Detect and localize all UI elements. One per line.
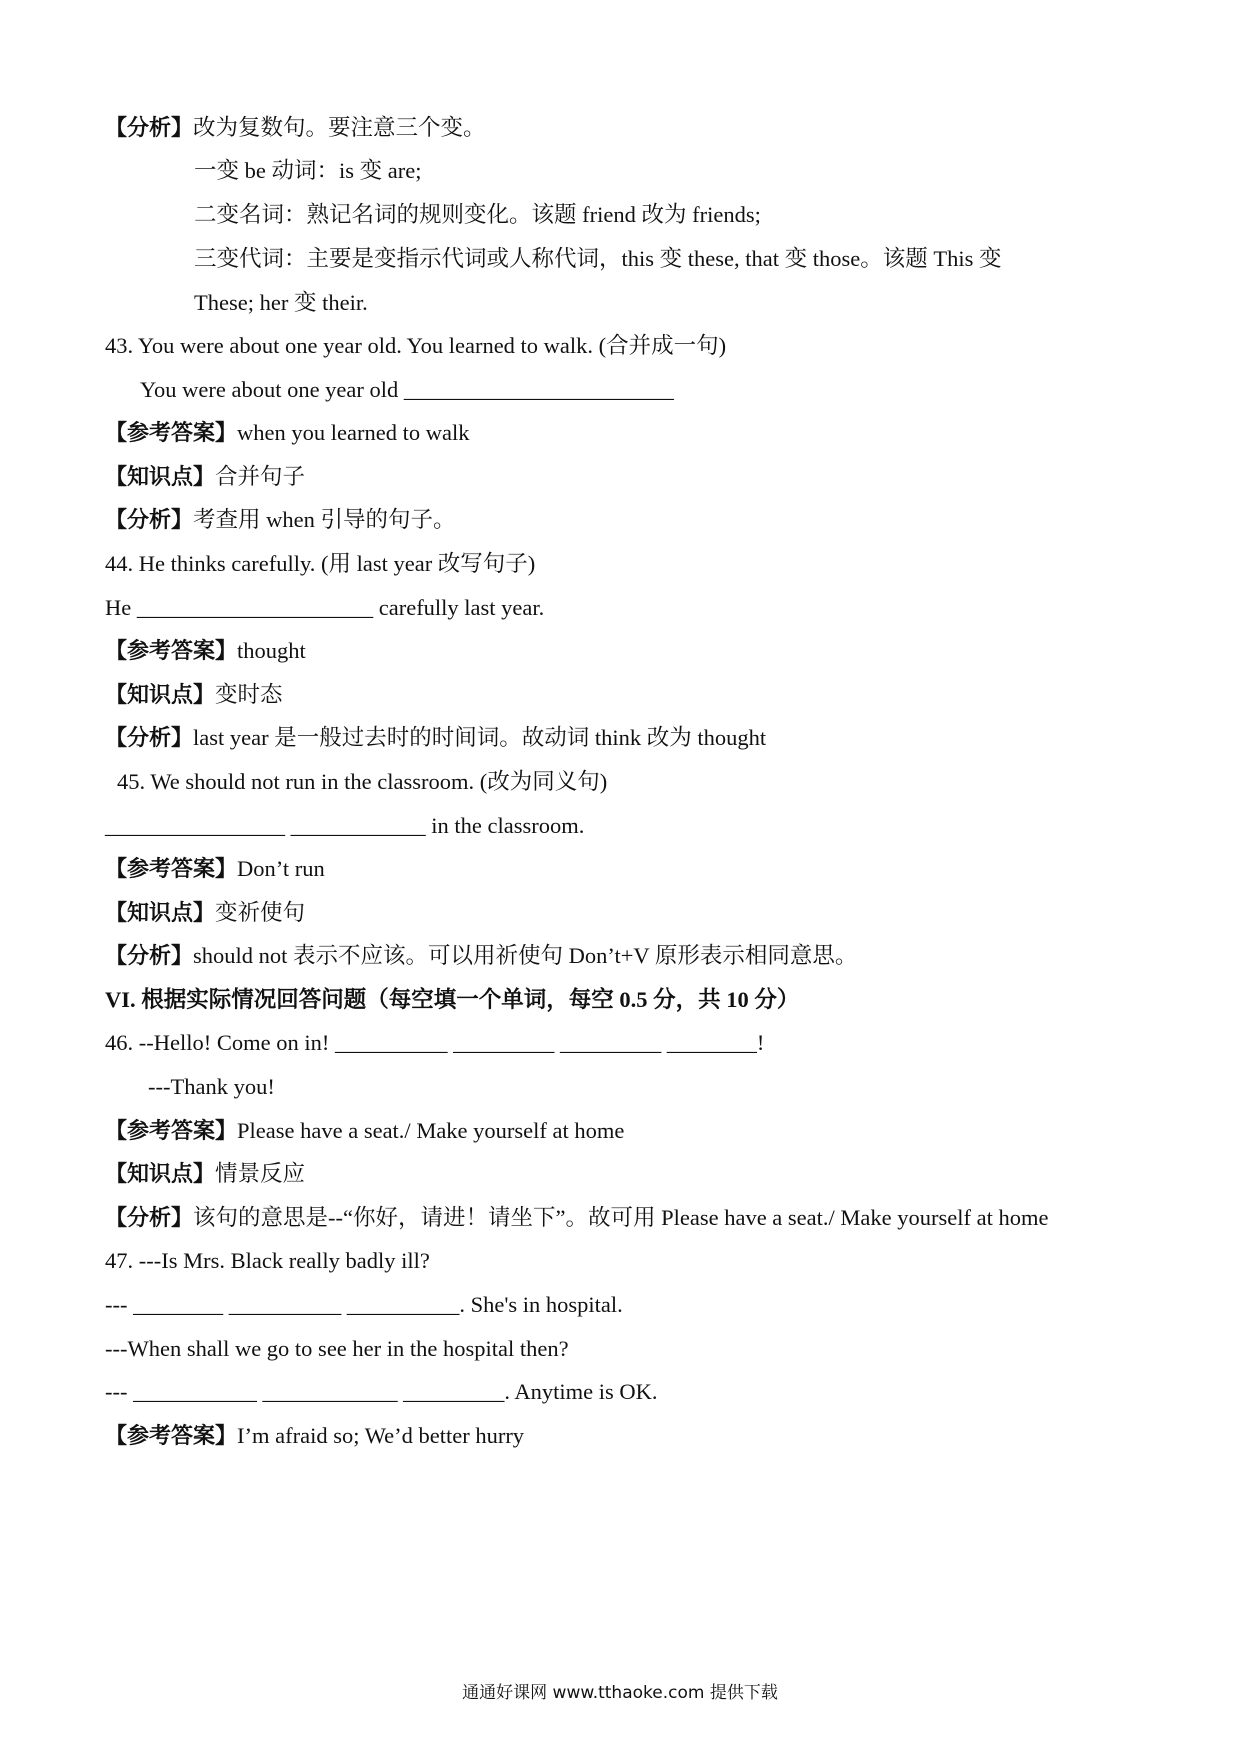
line-text: Please have a seat./ Make yourself at home: [237, 1118, 625, 1143]
line-text: when you learned to walk: [237, 420, 470, 445]
line-text: 变时态: [215, 682, 283, 707]
label-tag: 【知识点】: [105, 465, 216, 490]
line-text: VI. 根据实际情况回答问题（每空填一个单词，每空 0.5 分，共 10 分）: [105, 987, 800, 1012]
label-tag: 【参考答案】: [105, 639, 238, 664]
line-text: --- ___________ ____________ _________. Anytime is OK.: [105, 1379, 658, 1404]
line-text: 二变名词：熟记名词的规则变化。该题 friend 改为 friends;: [194, 202, 761, 227]
answer-line: [105, 1421, 524, 1452]
line-text: 44. He thinks carefully. (用 last year 改写句子): [105, 551, 536, 576]
answer-line: [105, 418, 469, 449]
line-text: 变祈使句: [215, 900, 306, 925]
line-text: 考查用 when 引导的句子。: [193, 507, 456, 532]
dialogue-line: [105, 1290, 623, 1320]
line-text: These; her 变 their.: [194, 290, 368, 315]
label-tag: 【参考答案】: [105, 1424, 238, 1449]
text-line: [194, 156, 421, 186]
line-text: 47. ---Is Mrs. Black really badly ill?: [105, 1248, 430, 1273]
question-line: [105, 331, 726, 361]
question-line: [105, 1028, 764, 1058]
line-text: 该句的意思是--“你好，请进！请坐下”。故可用 Please have a seat./ Make yourself at home: [193, 1205, 1049, 1230]
knowledge-line: [105, 680, 283, 711]
line-text: --- ________ __________ __________. She's in hospital.: [105, 1292, 623, 1317]
blank-line: [140, 375, 674, 405]
line-text: 一变 be 动词：is 变 are;: [194, 158, 422, 183]
text-line: [194, 244, 1001, 274]
knowledge-line: [105, 898, 305, 929]
analysis-line: [105, 723, 766, 754]
analysis-line: [105, 1203, 1048, 1234]
line-text: 43. You were about one year old. You learned to walk. (合并成一句): [105, 333, 727, 358]
analysis-line: [105, 505, 456, 536]
dialogue-line: [105, 1377, 657, 1407]
line-text: I’m afraid so; We’d better hurry: [237, 1423, 525, 1448]
answer-line: [105, 636, 306, 667]
question-line: [105, 1246, 430, 1276]
section-heading: [105, 985, 799, 1015]
line-text: ---When shall we go to see her in the hospital then?: [105, 1336, 569, 1361]
label-tag: 【分析】: [105, 508, 194, 533]
question-line: [117, 767, 607, 797]
answer-line: [105, 854, 325, 885]
label-tag: 【参考答案】: [105, 1119, 238, 1144]
question-line: [105, 549, 535, 579]
line-text: 46. --Hello! Come on in! __________ _________ _________ ________!: [105, 1030, 765, 1055]
line-text: should not 表示不应该。可以用祈使句 Don’t+V 原形表示相同意思。: [193, 943, 858, 968]
analysis-line: [105, 113, 486, 144]
label-tag: 【参考答案】: [105, 421, 238, 446]
answer-line: [105, 1116, 624, 1147]
line-text: 45. We should not run in the classroom. (改为同义句): [117, 769, 608, 794]
label-tag: 【分析】: [105, 726, 194, 751]
line-text: 情景反应: [215, 1161, 306, 1186]
analysis-line: [105, 941, 857, 972]
line-text: 三变代词：主要是变指示代词或人称代词，this 变 these, that 变 those。该题 This 变: [194, 246, 1002, 271]
line-text: Don’t run: [237, 856, 325, 881]
label-tag: 【知识点】: [105, 683, 216, 708]
line-text: 合并句子: [215, 464, 306, 489]
knowledge-line: [105, 462, 305, 493]
knowledge-line: [105, 1159, 305, 1190]
page-footer: 通通好课网 www.tthaoke.com 提供下载: [462, 1683, 778, 1703]
line-text: thought: [237, 638, 306, 663]
line-text: ---Thank you!: [148, 1074, 275, 1099]
dialogue-line: [148, 1072, 275, 1102]
text-line: [194, 288, 368, 318]
label-tag: 【知识点】: [105, 1162, 216, 1187]
line-text: last year 是一般过去时的时间词。故动词 think 改为 thought: [193, 725, 767, 750]
line-text: He _____________________ carefully last year.: [105, 595, 545, 620]
line-text: You were about one year old ________________________: [140, 377, 674, 402]
line-text: ________________ ____________ in the classroom.: [105, 813, 585, 838]
line-text: 改为复数句。要注意三个变。: [193, 115, 486, 140]
blank-line: [105, 593, 544, 623]
dialogue-line: [105, 1334, 569, 1364]
label-tag: 【知识点】: [105, 901, 216, 926]
label-tag: 【分析】: [105, 116, 194, 141]
label-tag: 【分析】: [105, 1206, 194, 1231]
text-line: [194, 200, 761, 230]
label-tag: 【分析】: [105, 944, 194, 969]
blank-line: [105, 811, 584, 841]
label-tag: 【参考答案】: [105, 857, 238, 882]
